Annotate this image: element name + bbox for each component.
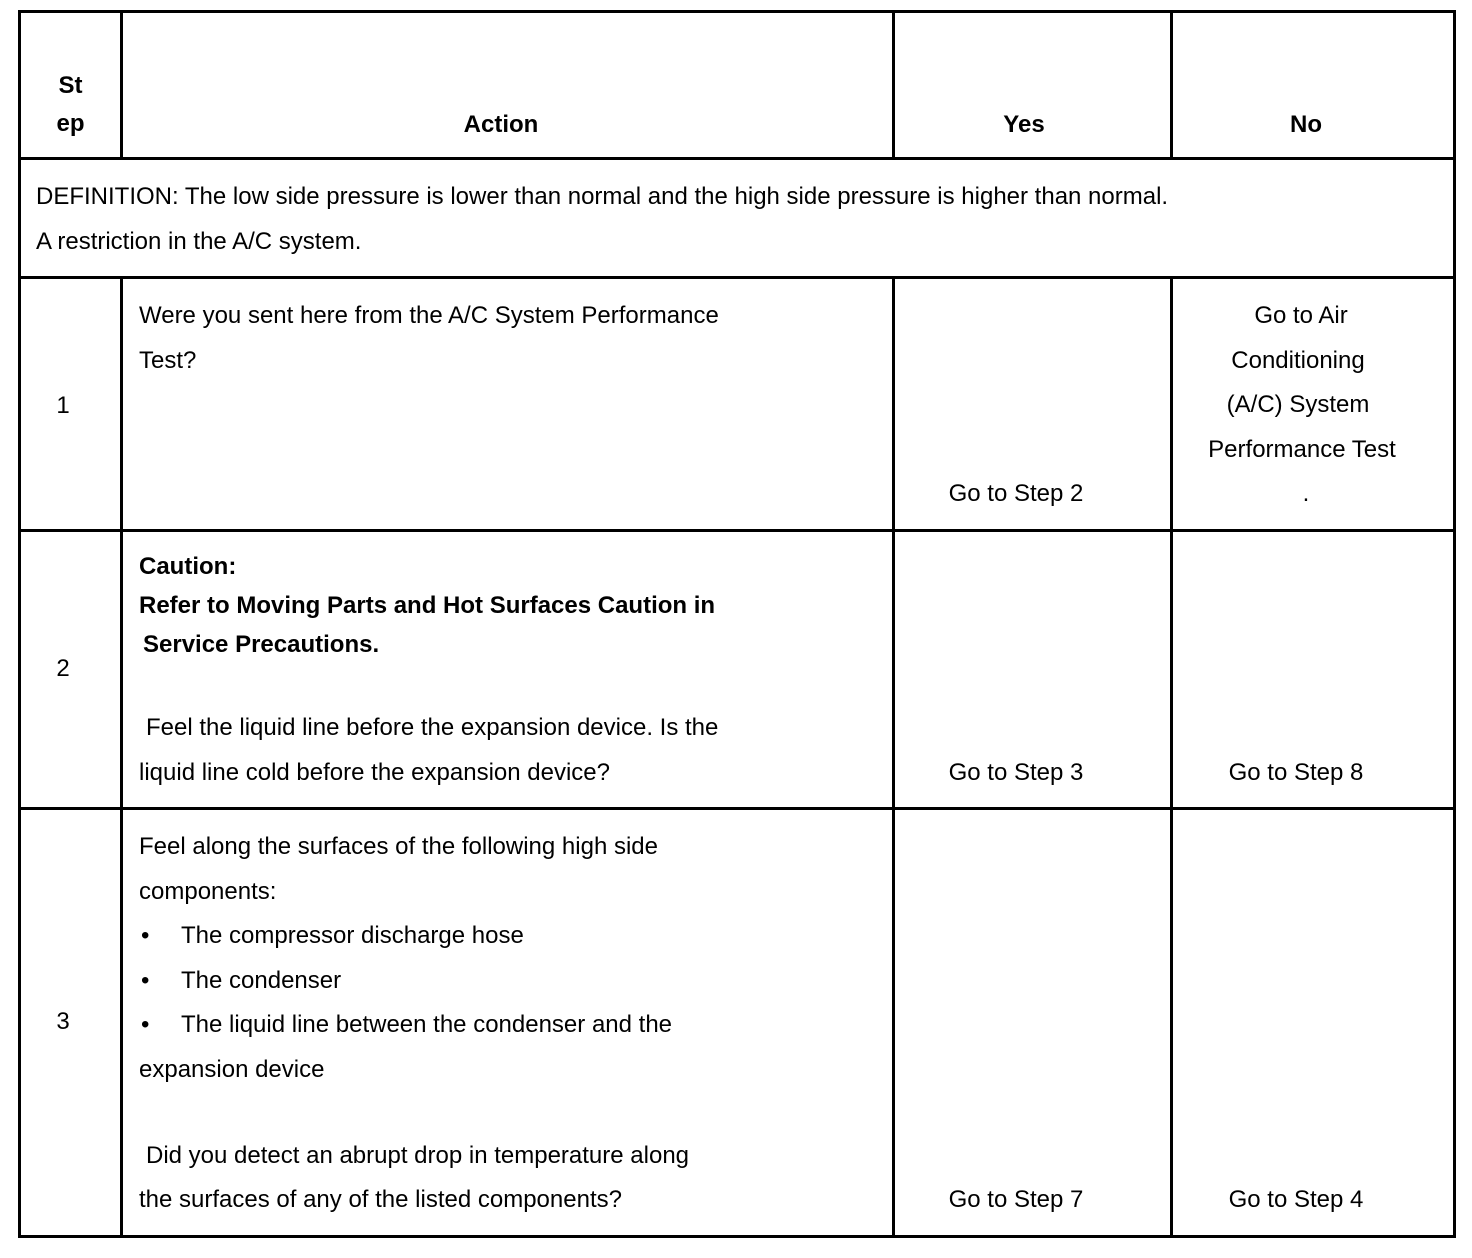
row1-action-line2: Test? — [139, 347, 197, 374]
row1-action-line1: Were you sent here from the A/C System Performance — [139, 302, 719, 329]
bullet-text: The liquid line between the condenser and the — [181, 1011, 673, 1038]
row2-caution-line2: Service Precautions. — [143, 631, 380, 658]
row1-step: 1 — [56, 392, 70, 419]
row2-caution-line1: Refer to Moving Parts and Hot Surfaces Caution in — [139, 592, 716, 619]
row3-question-line1: Did you detect an abrupt drop in temperature along — [146, 1142, 690, 1169]
bullet-marker: • — [141, 967, 150, 994]
row1-no-line2: Conditioning — [1231, 347, 1365, 374]
row2-action-line2: liquid line cold before the expansion device? — [139, 759, 610, 786]
row3-bullet-item — [141, 914, 841, 958]
header-no: No — [1290, 111, 1322, 138]
table-bottom-border — [18, 1235, 1456, 1238]
definition-line2: A restriction in the A/C system. — [36, 228, 362, 255]
bullet-marker: • — [141, 1011, 150, 1038]
header-yes: Yes — [1003, 111, 1045, 138]
row2-yes: Go to Step 3 — [948, 759, 1084, 786]
row1-no-line1: Go to Air — [1254, 302, 1348, 329]
row3-question-line2: the surfaces of any of the listed components? — [139, 1186, 622, 1213]
row2-action-line1: Feel the liquid line before the expansion device. Is the — [146, 714, 719, 741]
bullet-text: The condenser — [181, 967, 342, 994]
row3-bullet-continuation: expansion device — [139, 1056, 325, 1083]
row3-no: Go to Step 4 — [1228, 1186, 1364, 1213]
row2-step: 2 — [56, 655, 70, 682]
definition-bottom-border — [18, 276, 1456, 279]
definition-line1: DEFINITION: The low side pressure is lower than normal and the high side pressure is higher than normal. — [36, 183, 1169, 210]
row3-bullet-item — [141, 1003, 841, 1047]
row3-step: 3 — [56, 1008, 70, 1035]
row3-bullet-item — [141, 959, 841, 1003]
row1-no-line5: . — [1302, 480, 1310, 507]
row3-intro-line2: components: — [139, 878, 277, 905]
table-left-border — [18, 10, 21, 1238]
header-step-cell — [21, 67, 120, 143]
header-step-line1: St — [58, 72, 83, 99]
row2-bottom-border — [18, 807, 1456, 810]
row1-yes: Go to Step 2 — [948, 480, 1084, 507]
bullet-marker: • — [141, 922, 150, 949]
row1-no-line3: (A/C) System — [1226, 391, 1370, 418]
header-step-line2: ep — [56, 110, 85, 137]
bullet-text: The compressor discharge hose — [181, 922, 524, 949]
header-action: Action — [463, 111, 539, 138]
table-right-border — [1453, 10, 1456, 1238]
row1-no-line4: Performance Test — [1208, 436, 1396, 463]
row2-caution-label: Caution: — [139, 553, 237, 580]
row2-no: Go to Step 8 — [1228, 759, 1364, 786]
col-divider-step-action — [120, 276, 123, 1238]
row3-intro-line1: Feel along the surfaces of the following high side — [139, 833, 658, 860]
header-bottom-border — [18, 157, 1456, 160]
table-top-border — [18, 10, 1456, 13]
row3-yes: Go to Step 7 — [948, 1186, 1084, 1213]
row1-bottom-border — [18, 529, 1456, 532]
